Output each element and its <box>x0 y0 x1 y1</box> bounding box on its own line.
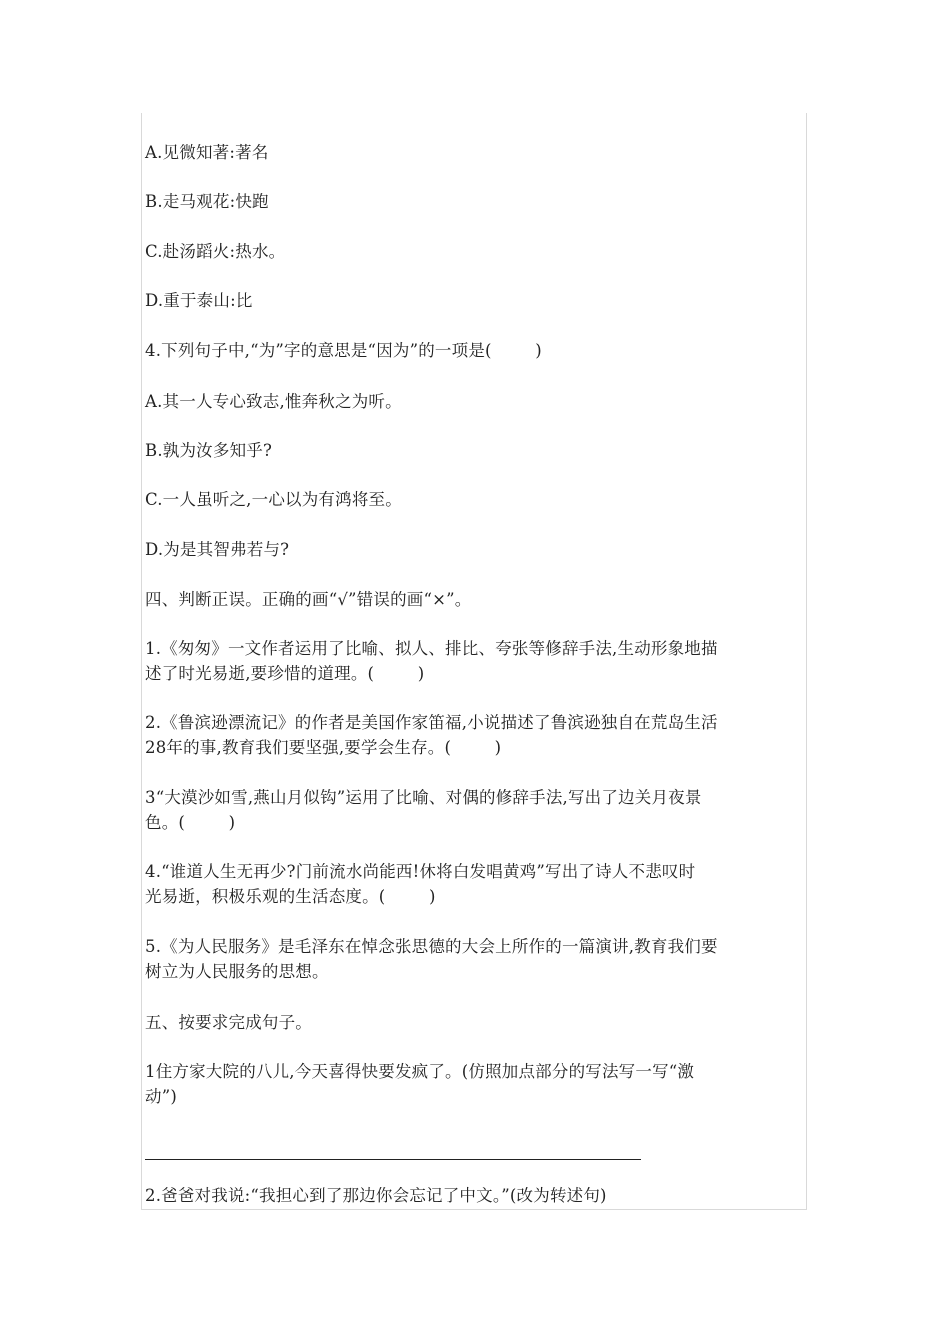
option-d-idiom: D.重于泰山:比 <box>145 291 253 310</box>
section-5-question-1 <box>145 1060 805 1109</box>
judge-item-4 <box>145 860 805 909</box>
option-c-wei: C.一人虽听之,一心以为有鸿将至。 <box>145 490 402 509</box>
option-a-wei: A.其一人专心致志,惟奔秋之为听。 <box>145 392 402 411</box>
judge-item-2-line-2: 28年的事,教育我们要坚强,要学会生存。( ) <box>145 737 502 757</box>
judge-item-3-line-1: 3“大漠沙如雪,燕山月似钩”运用了比喻、对偶的修辞手法,写出了边关月夜景 <box>145 788 702 807</box>
judge-item-1-line-1: 1.《匆匆》一文作者运用了比喻、拟人、排比、夸张等修辞手法,生动形象地描 <box>145 639 718 658</box>
option-d-wei: D.为是其智弗若与? <box>145 540 290 559</box>
section-5-question-1-line-1: 1住方家大院的八儿,今天喜得快要发疯了。(仿照加点部分的写法写一写“激 <box>145 1062 695 1081</box>
judge-item-5 <box>145 935 805 984</box>
judge-item-5-line-1: 5.《为人民服务》是毛泽东在悼念张思德的大会上所作的一篇演讲,教育我们要 <box>145 937 718 956</box>
question-4: 4.下列句子中,“为”字的意思是“因为”的一项是( ) <box>145 341 542 360</box>
section-5-heading: 五、按要求完成句子。 <box>145 1013 312 1032</box>
section-5-question-1-line-2: 动”) <box>145 1086 177 1106</box>
judge-item-5-line-2: 树立为人民服务的思想。 <box>145 961 329 981</box>
judge-item-4-line-2: 光易逝，积极乐观的生活态度。( ) <box>145 886 436 906</box>
judge-item-2-line-1: 2.《鲁滨逊漂流记》的作者是美国作家笛福,小说描述了鲁滨逊独自在荒岛生活 <box>145 713 718 732</box>
judge-item-3-line-2: 色。( ) <box>145 812 236 832</box>
judge-item-1 <box>145 637 805 686</box>
judge-item-2 <box>145 711 805 760</box>
judge-item-1-line-2: 述了时光易逝,要珍惜的道理。( ) <box>145 663 425 683</box>
option-c-idiom: C.赴汤蹈火:热水。 <box>145 242 286 261</box>
judge-item-3 <box>145 786 805 835</box>
judge-item-4-line-1: 4.“谁道人生无再少?门前流水尚能西!休将白发唱黄鸡”写出了诗人不悲叹时 <box>145 862 696 881</box>
section-4-heading: 四、判断正误。正确的画“√”错误的画“×”。 <box>145 590 472 609</box>
section-5-question-2: 2.爸爸对我说:“我担心到了那边你会忘记了中文。”(改为转述句) <box>145 1186 607 1205</box>
option-b-wei: B.孰为汝多知乎? <box>145 441 273 460</box>
option-a-idiom: A.见微知著:著名 <box>145 143 269 162</box>
answer-line <box>145 1159 641 1160</box>
option-b-idiom: B.走马观花:快跑 <box>145 192 269 211</box>
